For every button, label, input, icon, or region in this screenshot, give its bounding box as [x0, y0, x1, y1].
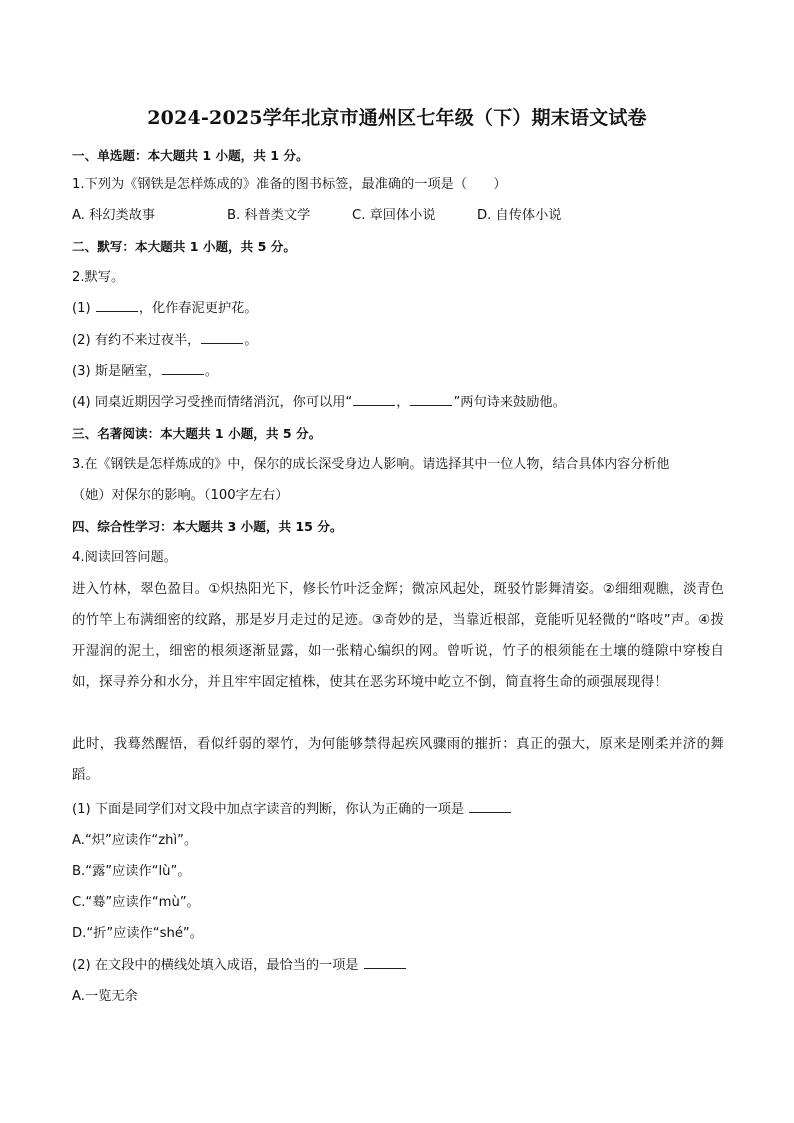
- question-1-stem: 1.下列为《钢铁是怎样炼成的》准备的图书标签，最准确的一项是（ ）: [72, 177, 507, 192]
- q1-option-a: A. 科幻类故事: [72, 208, 156, 223]
- q2-item-4-suffix: ”两句诗来鼓励他。: [453, 395, 566, 410]
- q2-item-3-prefix: (3) 斯是陋室，: [72, 364, 161, 379]
- page-title: 2024-2025学年北京市通州区七年级（下）期末语文试卷: [147, 107, 647, 129]
- q2-item-2-prefix: (2) 有约不来过夜半，: [72, 333, 201, 348]
- q2-item-2: [72, 331, 724, 351]
- q2-item-1-prefix: (1): [72, 301, 95, 316]
- question-3-line-1: 3.在《钢铁是怎样炼成的》中，保尔的成长深受身边人影响。请选择其中一位人物，结合具体内容分析他: [72, 457, 670, 472]
- q2-item-4-middle: ，: [396, 395, 410, 410]
- question-3-line-2: （她）对保尔的影响。（100字左右）: [72, 488, 289, 503]
- q4-sub-2-option-a: A.一览无余: [72, 989, 138, 1004]
- answer-blank[interactable]: [96, 299, 138, 312]
- q1-option-c: C. 章回体小说: [352, 208, 436, 223]
- answer-blank[interactable]: [201, 331, 243, 344]
- q4-sub-1-option-b: B.“露”应读作“lù”。: [72, 864, 191, 879]
- q4-sub-1-stem: [72, 800, 724, 820]
- q4-sub-1-text: (1) 下面是同学们对文段中加点字读音的判断，你认为正确的一项是: [72, 802, 469, 817]
- answer-blank[interactable]: [162, 362, 204, 375]
- q2-item-1-suffix: ，化作春泥更护花。: [138, 301, 258, 316]
- q1-option-b: B. 科普类文学: [227, 208, 311, 223]
- section-heading-4: 四、综合性学习：本大题共 3 小题，共 15 分。: [72, 519, 343, 534]
- q2-item-3: [72, 362, 724, 382]
- answer-blank[interactable]: [353, 393, 395, 406]
- answer-blank[interactable]: [364, 956, 406, 969]
- answer-blank[interactable]: [469, 800, 511, 813]
- reading-passage-paragraph-2: 此时，我蓦然醒悟，看似纤弱的翠竹，为何能够禁得起疾风骤雨的摧折：真正的强大，原来是刚柔并济的舞蹈。: [72, 737, 724, 783]
- q4-sub-1-option-a: A.“炽”应读作“zhì”。: [72, 833, 198, 848]
- q2-item-4: [72, 393, 724, 413]
- q2-item-4-prefix: (4) 同桌近期因学习受挫而情绪消沉，你可以用“: [72, 395, 353, 410]
- q4-sub-2-text: (2) 在文段中的横线处填入成语，最恰当的一项是: [72, 958, 363, 973]
- q1-option-d: D. 自传体小说: [477, 208, 562, 223]
- question-2-stem: 2.默写。: [72, 270, 125, 285]
- section-heading-1: 一、单选题：本大题共 1 小题，共 1 分。: [72, 148, 309, 163]
- q2-item-1: [72, 299, 724, 319]
- answer-blank[interactable]: [410, 393, 452, 406]
- reading-passage-paragraph-1: 进入竹林，翠色盈目。①炽热阳光下，修长竹叶泛金辉；微凉风起处，斑驳竹影舞清姿。②细细观瞧，淡青色的竹竿上布满细密的纹路，那是岁月走过的足迹。③奇妙的是，当靠近根部，竟能听见轻微的“咯吱”声。④拨开湿润的泥土，细密的根须逐渐显露，如一张精心编织的网。曾听说，竹子的根须能在土壤的缝隙中穿梭自如，探寻养分和水分，并且牢牢固定植株，使其在恶劣环境中屹立不倒，简直将生命的顽强展现得！: [72, 582, 724, 690]
- q4-sub-1-option-c: C.“蓦”应读作“mù”。: [72, 895, 200, 910]
- q4-sub-2-stem: [72, 956, 724, 976]
- q4-sub-1-option-d: D.“折”应读作“shé”。: [72, 926, 203, 941]
- q2-item-2-suffix: 。: [244, 333, 258, 348]
- question-4-stem: 4.阅读回答问题。: [72, 550, 177, 565]
- q2-item-3-suffix: 。: [204, 364, 218, 379]
- section-heading-2: 二、默写：本大题共 1 小题，共 5 分。: [72, 239, 296, 254]
- section-heading-3: 三、名著阅读：本大题共 1 小题，共 5 分。: [72, 426, 322, 441]
